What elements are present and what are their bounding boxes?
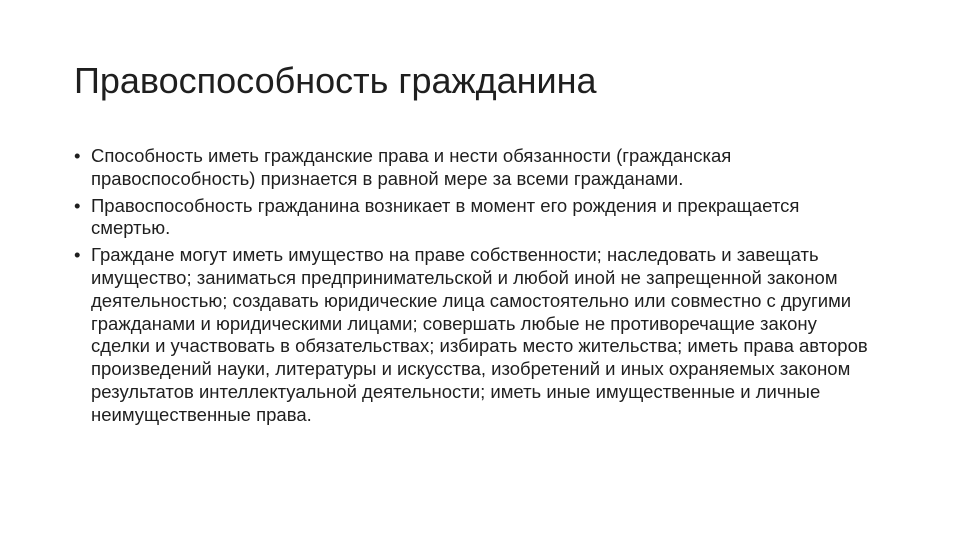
bullet-list [74, 145, 874, 431]
bullet-icon: • [74, 145, 81, 166]
bullet-icon: • [74, 194, 81, 216]
list-item [74, 195, 874, 241]
bullet-text: Правоспособность гражданина возникает в момент его рождения и прекращается смертью. [91, 194, 800, 239]
slide-title: Правоспособность гражданина [74, 60, 597, 101]
list-item [74, 145, 874, 191]
bullet-icon: • [74, 244, 81, 266]
bullet-text: Способность иметь гражданские права и нести обязанности (гражданская правоспособность) признается в равной мере за всеми гражданами. [91, 145, 732, 189]
list-item [74, 244, 874, 426]
bullet-text: Граждане могут иметь имущество на праве собственности; наследовать и завещать имущество; заниматься предпринимательской и любой иной не запрещенной законом деятельностью; создавать юридические лица самостоятельно или совместно с другими гражданами и юридическими лицами; совершать любые не противоречащие закону сделки и участвовать в обязательствах; избирать место жительства; иметь права авторов произведений науки, литературы и искусства, изобретений и иных охраняемых законом результатов интеллектуальной деятельности; иметь иные имущественные и личные неимущественные права. [91, 244, 868, 425]
